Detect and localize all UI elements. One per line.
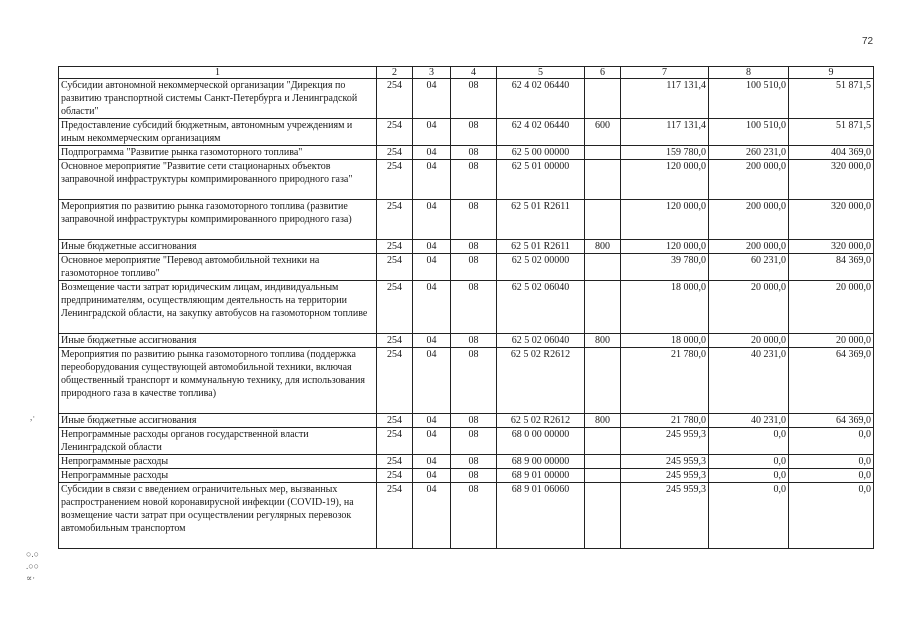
row-value-cell: 159 780,0 [621, 146, 709, 160]
row-value-cell: 320 000,0 [789, 240, 874, 254]
row-value-cell: 18 000,0 [621, 334, 709, 348]
scan-mark: ,· [30, 412, 36, 422]
table-row [59, 281, 874, 334]
row-value-cell: 08 [451, 200, 497, 240]
row-value-cell: 0,0 [709, 428, 789, 455]
row-name-cell: Непрограммные расходы [59, 469, 377, 483]
row-value-cell: 08 [451, 428, 497, 455]
table-row [59, 455, 874, 469]
row-value-cell: 20 000,0 [709, 334, 789, 348]
row-value-cell [585, 200, 621, 240]
row-value-cell: 08 [451, 483, 497, 549]
row-name-cell: Мероприятия по развитию рынка газомоторного топлива (развитие заправочной инфраструктуры компримированного природного газа) [59, 200, 377, 240]
row-value-cell: 254 [377, 414, 413, 428]
row-value-cell: 04 [413, 254, 451, 281]
table-row [59, 348, 874, 414]
row-value-cell: 08 [451, 334, 497, 348]
row-value-cell: 100 510,0 [709, 79, 789, 119]
row-value-cell: 04 [413, 119, 451, 146]
row-name-cell: Подпрограмма "Развитие рынка газомоторного топлива" [59, 146, 377, 160]
row-value-cell: 08 [451, 281, 497, 334]
row-value-cell: 04 [413, 334, 451, 348]
row-value-cell: 04 [413, 414, 451, 428]
column-header: 6 [585, 67, 621, 79]
row-value-cell: 120 000,0 [621, 160, 709, 200]
row-name-cell: Предоставление субсидий бюджетным, автономным учреждениям и иным некоммерческим организациям [59, 119, 377, 146]
row-value-cell: 320 000,0 [789, 160, 874, 200]
row-value-cell: 254 [377, 119, 413, 146]
row-value-cell: 21 780,0 [621, 348, 709, 414]
row-value-cell: 04 [413, 483, 451, 549]
row-name-cell: Иные бюджетные ассигнования [59, 414, 377, 428]
row-value-cell [585, 79, 621, 119]
row-value-cell: 84 369,0 [789, 254, 874, 281]
column-header: 1 [59, 67, 377, 79]
row-value-cell: 254 [377, 483, 413, 549]
column-header: 4 [451, 67, 497, 79]
row-value-cell: 04 [413, 79, 451, 119]
row-value-cell: 04 [413, 240, 451, 254]
row-value-cell: 62 5 01 00000 [497, 160, 585, 200]
row-value-cell: 600 [585, 119, 621, 146]
row-value-cell: 0,0 [709, 483, 789, 549]
row-value-cell: 0,0 [709, 469, 789, 483]
row-value-cell: 254 [377, 348, 413, 414]
row-value-cell: 200 000,0 [709, 160, 789, 200]
row-value-cell: 254 [377, 254, 413, 281]
row-value-cell: 62 4 02 06440 [497, 79, 585, 119]
table-row [59, 414, 874, 428]
row-value-cell: 08 [451, 146, 497, 160]
row-value-cell: 08 [451, 79, 497, 119]
table-row [59, 119, 874, 146]
row-value-cell: 40 231,0 [709, 348, 789, 414]
row-value-cell: 40 231,0 [709, 414, 789, 428]
row-value-cell: 08 [451, 414, 497, 428]
row-value-cell: 254 [377, 200, 413, 240]
row-value-cell: 04 [413, 348, 451, 414]
column-header: 8 [709, 67, 789, 79]
row-value-cell: 04 [413, 160, 451, 200]
row-value-cell: 260 231,0 [709, 146, 789, 160]
row-value-cell: 62 4 02 06440 [497, 119, 585, 146]
row-value-cell: 245 959,3 [621, 455, 709, 469]
row-name-cell: Иные бюджетные ассигнования [59, 240, 377, 254]
row-value-cell: 117 131,4 [621, 119, 709, 146]
row-value-cell: 68 9 01 00000 [497, 469, 585, 483]
table-row [59, 334, 874, 348]
row-name-cell: Иные бюджетные ассигнования [59, 334, 377, 348]
table-row [59, 469, 874, 483]
row-value-cell: 254 [377, 469, 413, 483]
row-value-cell: 254 [377, 334, 413, 348]
table-row [59, 160, 874, 200]
row-value-cell: 62 5 02 R2612 [497, 348, 585, 414]
row-value-cell: 0,0 [789, 483, 874, 549]
row-value-cell: 04 [413, 455, 451, 469]
table-row [59, 240, 874, 254]
row-value-cell: 117 131,4 [621, 79, 709, 119]
row-value-cell: 08 [451, 240, 497, 254]
row-value-cell: 245 959,3 [621, 428, 709, 455]
column-header: 7 [621, 67, 709, 79]
row-value-cell: 245 959,3 [621, 469, 709, 483]
row-value-cell: 68 9 00 00000 [497, 455, 585, 469]
row-value-cell [585, 160, 621, 200]
row-name-cell: Непрограммные расходы органов государственной власти Ленинградской области [59, 428, 377, 455]
column-header: 5 [497, 67, 585, 79]
scan-mark: ○.○ .○○ ∝· [26, 549, 40, 583]
row-value-cell: 254 [377, 281, 413, 334]
row-value-cell: 08 [451, 119, 497, 146]
row-value-cell [585, 281, 621, 334]
row-value-cell: 68 9 01 06060 [497, 483, 585, 549]
column-header: 9 [789, 67, 874, 79]
row-value-cell [585, 428, 621, 455]
row-value-cell: 18 000,0 [621, 281, 709, 334]
row-value-cell: 51 871,5 [789, 119, 874, 146]
row-name-cell: Основное мероприятие "Развитие сети стационарных объектов заправочной инфраструктуры компримированного природного газа" [59, 160, 377, 200]
row-value-cell: 62 5 01 R2611 [497, 240, 585, 254]
row-value-cell: 08 [451, 348, 497, 414]
row-value-cell: 64 369,0 [789, 348, 874, 414]
row-value-cell: 62 5 00 00000 [497, 146, 585, 160]
row-value-cell: 200 000,0 [709, 200, 789, 240]
row-name-cell: Мероприятия по развитию рынка газомоторного топлива (поддержка переоборудования существующей автомобильной техники, включая общественный транспорт и коммунальную технику, для использования природного газа в качестве топлива) [59, 348, 377, 414]
row-value-cell: 800 [585, 334, 621, 348]
row-value-cell: 62 5 02 06040 [497, 281, 585, 334]
row-value-cell: 254 [377, 146, 413, 160]
table-row [59, 483, 874, 549]
row-value-cell: 245 959,3 [621, 483, 709, 549]
row-value-cell: 04 [413, 469, 451, 483]
row-value-cell: 0,0 [709, 455, 789, 469]
table-row [59, 200, 874, 240]
row-value-cell: 62 5 02 R2612 [497, 414, 585, 428]
row-value-cell [585, 348, 621, 414]
row-value-cell: 08 [451, 254, 497, 281]
row-value-cell: 62 5 02 00000 [497, 254, 585, 281]
row-value-cell: 800 [585, 240, 621, 254]
row-value-cell: 20 000,0 [789, 334, 874, 348]
row-value-cell: 800 [585, 414, 621, 428]
row-value-cell: 62 5 02 06040 [497, 334, 585, 348]
row-value-cell: 08 [451, 455, 497, 469]
row-value-cell: 200 000,0 [709, 240, 789, 254]
row-value-cell: 254 [377, 79, 413, 119]
page-number: 72 [862, 36, 874, 47]
row-value-cell [585, 469, 621, 483]
row-value-cell: 254 [377, 428, 413, 455]
row-value-cell: 100 510,0 [709, 119, 789, 146]
table-row [59, 428, 874, 455]
column-header: 3 [413, 67, 451, 79]
row-value-cell: 0,0 [789, 469, 874, 483]
row-value-cell: 21 780,0 [621, 414, 709, 428]
row-value-cell: 04 [413, 146, 451, 160]
row-name-cell: Непрограммные расходы [59, 455, 377, 469]
row-value-cell: 20 000,0 [709, 281, 789, 334]
table-row [59, 79, 874, 119]
row-value-cell: 20 000,0 [789, 281, 874, 334]
row-value-cell [585, 483, 621, 549]
row-value-cell: 120 000,0 [621, 240, 709, 254]
row-value-cell: 320 000,0 [789, 200, 874, 240]
row-value-cell: 04 [413, 200, 451, 240]
table-row [59, 146, 874, 160]
row-value-cell [585, 146, 621, 160]
row-value-cell [585, 455, 621, 469]
table-row [59, 254, 874, 281]
row-value-cell: 120 000,0 [621, 200, 709, 240]
row-value-cell: 39 780,0 [621, 254, 709, 281]
row-value-cell: 404 369,0 [789, 146, 874, 160]
row-value-cell: 64 369,0 [789, 414, 874, 428]
row-value-cell: 08 [451, 160, 497, 200]
row-value-cell: 04 [413, 281, 451, 334]
row-name-cell: Субсидии автономной некоммерческой организации "Дирекция по развитию транспортной системы Санкт-Петербурга и Ленинградской области" [59, 79, 377, 119]
row-value-cell: 04 [413, 428, 451, 455]
row-name-cell: Субсидии в связи с введением ограничительных мер, вызванных распространением новой коронавирусной инфекции (COVID-19), на возмещение части затрат при осуществлении регулярных перевозок автомобильным транспортом [59, 483, 377, 549]
row-value-cell [585, 254, 621, 281]
row-name-cell: Основное мероприятие "Перевод автомобильной техники на газомоторное топливо" [59, 254, 377, 281]
row-name-cell: Возмещение части затрат юридическим лицам, индивидуальным предпринимателям, осуществляющим деятельность на территории Ленинградской области, на закупку автобусов на газомоторном топливе [59, 281, 377, 334]
row-value-cell: 68 0 00 00000 [497, 428, 585, 455]
row-value-cell: 08 [451, 469, 497, 483]
row-value-cell: 0,0 [789, 455, 874, 469]
table-body [59, 79, 874, 549]
row-value-cell: 51 871,5 [789, 79, 874, 119]
row-value-cell: 254 [377, 455, 413, 469]
row-value-cell: 62 5 01 R2611 [497, 200, 585, 240]
row-value-cell: 60 231,0 [709, 254, 789, 281]
row-value-cell: 254 [377, 160, 413, 200]
row-value-cell: 254 [377, 240, 413, 254]
table-header-row [59, 67, 874, 79]
budget-table [58, 66, 874, 549]
column-header: 2 [377, 67, 413, 79]
row-value-cell: 0,0 [789, 428, 874, 455]
